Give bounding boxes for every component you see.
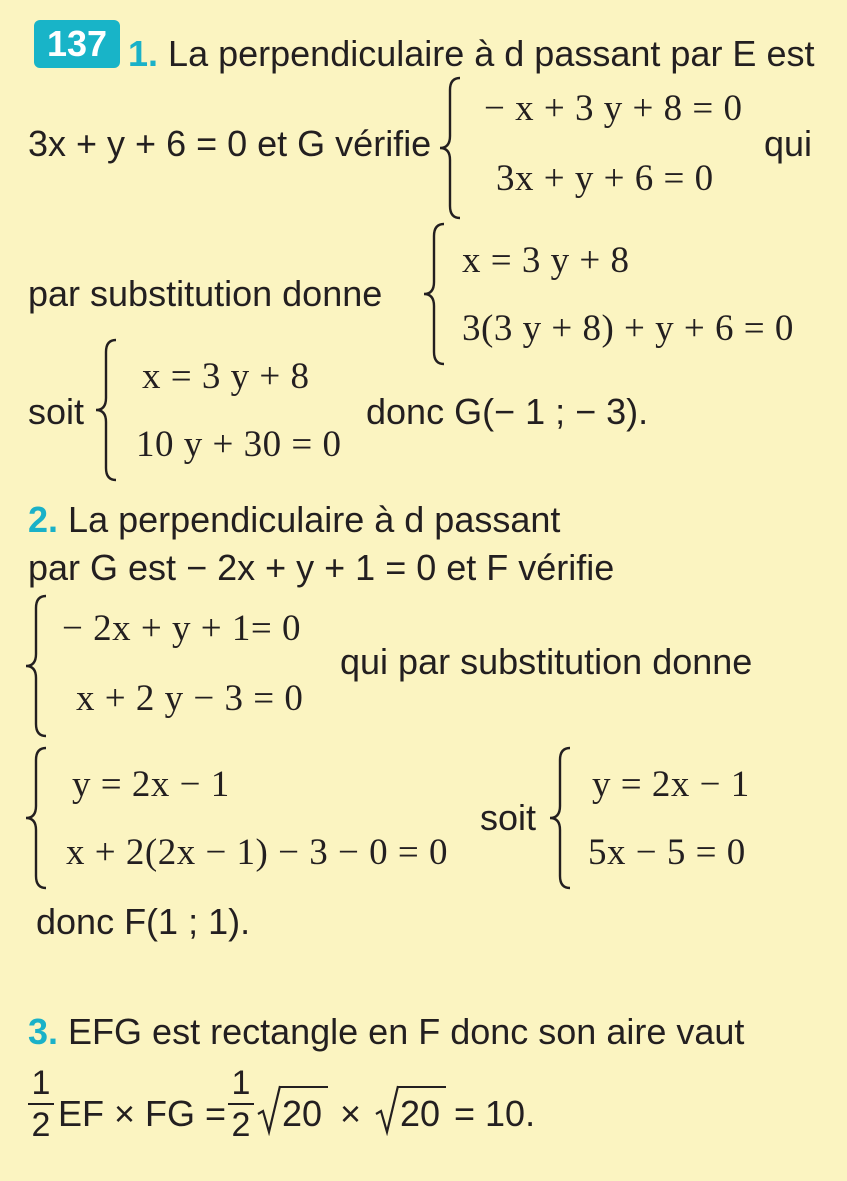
system-brace-6 (546, 746, 576, 890)
part2-number: 2. (28, 499, 59, 540)
system4-row2: x + 2 y − 3 = 0 (76, 678, 304, 719)
system6-row1: y = 2x − 1 (592, 764, 750, 805)
part1-heading (128, 33, 815, 74)
system1-row1: − x + 3 y + 8 = 0 (484, 88, 743, 129)
part3-line1: EFG est rectangle en F donc son aire vaut (68, 1011, 745, 1052)
system-brace-2 (420, 222, 450, 366)
system-brace-4 (22, 594, 52, 738)
system2-row2: 3(3 y + 8) + y + 6 = 0 (462, 308, 794, 349)
part1-line2: 3x + y + 6 = 0 et G vérifie (28, 123, 432, 164)
part1-line1: La perpendiculaire à d passant par E est (168, 33, 815, 74)
part2-soit: soit (480, 797, 537, 838)
part3-number: 3. (28, 1011, 59, 1052)
fraction-numerator-2: 1 (231, 1064, 251, 1102)
system-brace-5 (22, 746, 52, 890)
formula-ef-times-fg: EF × FG = (58, 1093, 227, 1134)
system2-row1: x = 3 y + 8 (462, 240, 630, 281)
times-sign: × (340, 1093, 362, 1134)
system6-row2: 5x − 5 = 0 (588, 832, 746, 873)
part2-substitution-text: qui par substitution donne (340, 641, 753, 682)
part1-line3: par substitution donne (28, 273, 383, 314)
fraction-bar-1 (28, 1103, 54, 1105)
fraction-bar-2 (228, 1103, 254, 1105)
system-brace-3 (92, 338, 122, 482)
system4-row1: − 2x + y + 1= 0 (62, 608, 301, 649)
fraction-one-half-2 (228, 1066, 254, 1142)
part1-number: 1. (128, 33, 159, 74)
fraction-denominator-1: 2 (31, 1106, 51, 1144)
sqrt-bar-1 (280, 1086, 328, 1088)
fraction-denominator-2: 2 (231, 1106, 251, 1144)
formula-result: = 10. (454, 1093, 536, 1134)
sqrt-sign-2 (374, 1084, 400, 1136)
part2-heading (28, 499, 561, 540)
part2-line1: La perpendiculaire à d passant (68, 499, 561, 540)
part1-qui: qui (764, 123, 813, 164)
system5-row2: x + 2(2x − 1) − 3 − 0 = 0 (66, 832, 448, 873)
system3-row2: 10 y + 30 = 0 (136, 424, 342, 465)
system5-row1: y = 2x − 1 (72, 764, 230, 805)
radicand-1: 20 (282, 1093, 323, 1134)
part3-heading (28, 1011, 745, 1052)
part2-result: donc F(1 ; 1). (36, 901, 251, 942)
part2-line2: par G est − 2x + y + 1 = 0 et F vérifie (28, 547, 615, 588)
part1-result: donc G(− 1 ; − 3). (366, 391, 649, 432)
system-brace-1 (436, 76, 466, 220)
system1-row2: 3x + y + 6 = 0 (496, 158, 714, 199)
fraction-one-half-1 (28, 1066, 54, 1142)
part1-soit: soit (28, 391, 85, 432)
system3-row1: x = 3 y + 8 (142, 356, 310, 397)
exercise-number-badge: 137 (34, 20, 120, 68)
radicand-2: 20 (400, 1093, 441, 1134)
fraction-numerator-1: 1 (31, 1064, 51, 1102)
sqrt-bar-2 (398, 1086, 446, 1088)
sqrt-sign-1 (256, 1084, 282, 1136)
